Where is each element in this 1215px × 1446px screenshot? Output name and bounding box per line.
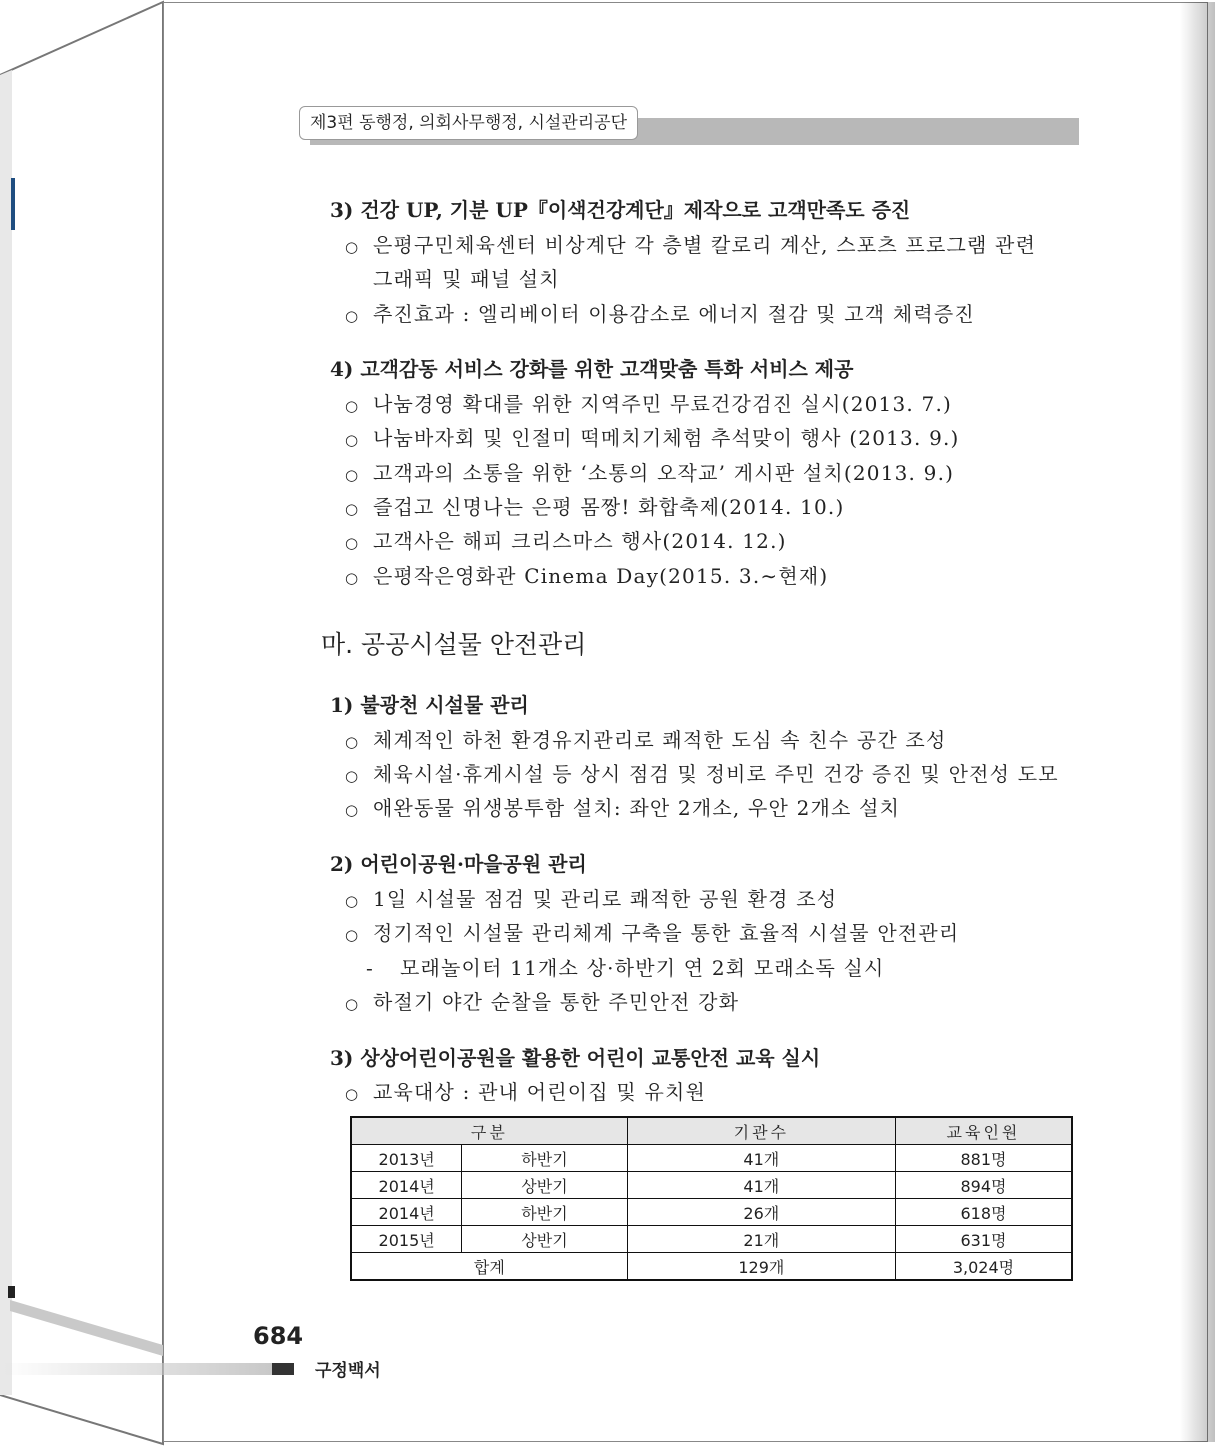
people-cell: 894명: [895, 1172, 1072, 1199]
count-cell: 41개: [627, 1172, 895, 1199]
circle-bullet: ○: [345, 569, 360, 587]
bullet-item: ○ 나눔바자회 및 인절미 떡메치기체험 추석맞이 행사 (2013. 9.): [345, 426, 960, 450]
half-cell: 상반기: [462, 1172, 627, 1199]
header-institutions: 기관수: [627, 1117, 895, 1145]
education-table: [350, 1116, 1073, 1281]
people-cell: 618명: [895, 1199, 1072, 1226]
circle-bullet: ○: [345, 926, 360, 944]
year-cell: 2015년: [351, 1226, 462, 1253]
circle-bullet: ○: [345, 534, 360, 552]
bullet-item: ○ 1일 시설물 점검 및 관리로 쾌적한 공원 환경 조성: [345, 887, 838, 911]
circle-bullet: ○: [345, 431, 360, 449]
count-cell: 26개: [627, 1199, 895, 1226]
people-cell: 881명: [895, 1145, 1072, 1172]
circle-bullet: ○: [345, 767, 360, 785]
footer-bar: [0, 1363, 272, 1375]
bullet-item: ○ 은평작은영화관 Cinema Day(2015. 3.∼현재): [345, 564, 829, 588]
bullet-item: ○ 은평구민체육센터 비상계단 각 층별 칼로리 계산, 스포츠 프로그램 관련: [345, 233, 1037, 257]
half-cell: 하반기: [462, 1145, 627, 1172]
total-people: 3,024명: [895, 1253, 1072, 1281]
subsection-heading: 3) 상상어린이공원을 활용한 어린이 교통안전 교육 실시: [330, 1046, 821, 1070]
table-row: [351, 1226, 1072, 1253]
half-cell: 상반기: [462, 1226, 627, 1253]
bullet-continuation: 그래픽 및 패널 설치: [373, 267, 560, 291]
year-cell: 2013년: [351, 1145, 462, 1172]
subsection-heading: 4) 고객감동 서비스 강화를 위한 고객맞춤 특화 서비스 제공: [330, 357, 854, 381]
circle-bullet: ○: [345, 733, 360, 751]
bullet-item: ○ 추진효과 : 엘리베이터 이용감소로 에너지 절감 및 고객 체력증진: [345, 302, 975, 326]
table-total-row: [351, 1253, 1072, 1281]
bullet-item: ○ 정기적인 시설물 관리체계 구축을 통한 효율적 시설물 안전관리: [345, 921, 960, 945]
subsection-heading: 1) 불광천 시설물 관리: [330, 693, 529, 717]
bullet-item: ○ 교육대상 : 관내 어린이집 및 유치원: [345, 1080, 707, 1104]
half-cell: 하반기: [462, 1199, 627, 1226]
circle-bullet: ○: [345, 892, 360, 910]
circle-bullet: ○: [345, 397, 360, 415]
table-row: [351, 1145, 1072, 1172]
circle-bullet: ○: [345, 238, 360, 256]
count-cell: 41개: [627, 1145, 895, 1172]
total-label: 합계: [351, 1253, 627, 1281]
subsection-heading: 2) 어린이공원·마을공원 관리: [330, 852, 587, 876]
header-participants: 교육인원: [895, 1117, 1072, 1145]
bullet-item: ○ 나눔경영 확대를 위한 지역주민 무료건강검진 실시(2013. 7.): [345, 392, 953, 416]
circle-bullet: ○: [345, 466, 360, 484]
section-title: 마. 공공시설물 안전관리: [321, 630, 587, 659]
people-cell: 631명: [895, 1226, 1072, 1253]
total-count: 129개: [627, 1253, 895, 1281]
chapter-header: 제3편 동행정, 의회사무행정, 시설관리공단: [299, 106, 638, 140]
circle-bullet: ○: [345, 801, 360, 819]
circle-bullet: ○: [345, 307, 360, 325]
year-cell: 2014년: [351, 1199, 462, 1226]
page-number: 684: [253, 1322, 304, 1350]
bullet-item: ○ 애완동물 위생봉투함 설치: 좌안 2개소, 우안 2개소 설치: [345, 796, 901, 820]
subsection-heading: 3) 건강 UP, 기분 UP『이색건강계단』제작으로 고객만족도 증진: [330, 198, 911, 222]
year-cell: 2014년: [351, 1172, 462, 1199]
bullet-item: ○ 하절기 야간 순찰을 통한 주민안전 강화: [345, 990, 740, 1014]
book-title: 구정백서: [315, 1361, 381, 1381]
bullet-item: ○ 고객사은 해피 크리스마스 행사(2014. 12.): [345, 529, 787, 553]
table-row: [351, 1199, 1072, 1226]
bullet-item: ○ 체육시설·휴게시설 등 상시 점검 및 정비로 주민 건강 증진 및 안전성 도모: [345, 762, 1059, 786]
circle-bullet: ○: [345, 1085, 360, 1103]
bullet-item: ○ 체계적인 하천 환경유지관리로 쾌적한 도심 속 친수 공간 조성: [345, 728, 947, 752]
table-header-row: [351, 1117, 1072, 1145]
table-row: [351, 1172, 1072, 1199]
footer-square: [272, 1363, 294, 1375]
bullet-item: ○ 즐겁고 신명나는 은평 몸짱! 화합축제(2014. 10.): [345, 495, 845, 519]
bullet-item: ○ 고객과의 소통을 위한 ‘소통의 오작교’ 게시판 설치(2013. 9.): [345, 461, 955, 485]
count-cell: 21개: [627, 1226, 895, 1253]
dash-item: - 모래놀이터 11개소 상·하반기 연 2회 모래소독 실시: [366, 956, 885, 980]
page-edge-shadow: [1180, 2, 1215, 1442]
header-category: 구분: [351, 1117, 627, 1145]
circle-bullet: ○: [345, 500, 360, 518]
dash-bullet: -: [366, 956, 374, 980]
circle-bullet: ○: [345, 995, 360, 1013]
